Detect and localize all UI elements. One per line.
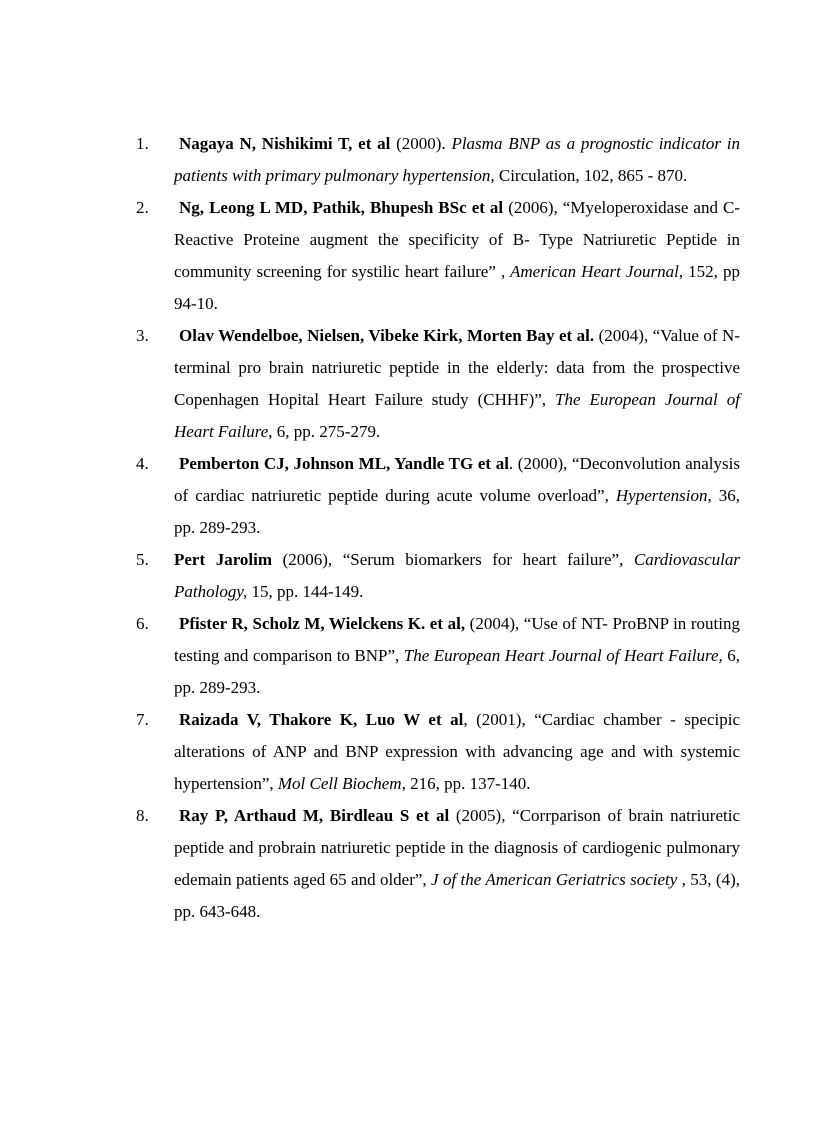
- reference-text: (2004), “Value of N- terminal pro brain natriuretic peptide in the elderly: data from the prospective Copenhagen Hopital Heart Failure study (CHHF)”,: [174, 326, 740, 409]
- reference-authors: Pfister R, Scholz M, Wielckens K. et al,: [179, 614, 466, 633]
- reference-authors: Raizada V, Thakore K, Luo W et al: [179, 710, 464, 729]
- reference-list: [0, 128, 816, 928]
- reference-source: 6, pp. 289-293.: [174, 646, 740, 697]
- reference-text: (2006), “Serum biomarkers for heart failure”,: [272, 550, 634, 569]
- reference-title: , American Heart Journal: [500, 262, 679, 281]
- reference-source: , 53, (4), pp. 643-648.: [174, 870, 740, 921]
- reference-number: 8.: [136, 806, 149, 825]
- reference-title: Mol Cell Biochem: [277, 774, 402, 793]
- reference-source: , 152, pp 94-10.: [174, 262, 740, 313]
- reference-number: 3.: [136, 326, 149, 345]
- reference-title: The European Heart Journal of Heart Failure,: [403, 646, 723, 665]
- reference-authors: Nagaya N, Nishikimi T, et al: [179, 134, 391, 153]
- reference-title: The European Journal of Heart Failure: [174, 390, 740, 441]
- reference-text: (2005), “Corrparison of brain natriuretic peptide and probrain natriuretic peptide in the diagnosis of cardiogenic pulmonary edemain patients aged 65 and older”,: [174, 806, 740, 889]
- reference-text: (2000).: [390, 134, 452, 153]
- reference-item: [0, 800, 740, 928]
- reference-authors: Pert Jarolim: [174, 550, 273, 569]
- reference-title: Hypertension: [615, 486, 708, 505]
- reference-authors: Olav Wendelboe, Nielsen, Vibeke Kirk, Morten Bay et al.: [179, 326, 595, 345]
- reference-source: , 36, pp. 289-293.: [174, 486, 740, 537]
- reference-source: , 6, pp. 275-279.: [268, 422, 381, 441]
- reference-number: 7.: [136, 710, 149, 729]
- reference-authors: Ng, Leong L MD, Pathik, Bhupesh BSc et al: [179, 198, 504, 217]
- reference-text: , (2001), “Cardiac chamber - specipic alterations of ANP and BNP expression with advancing age and with systemic hypertension”,: [174, 710, 741, 793]
- reference-authors: Pemberton CJ, Johnson ML, Yandle TG et al: [179, 454, 509, 473]
- reference-number: 5.: [136, 550, 149, 569]
- reference-title: Plasma BNP as a prognostic indicator in patients with primary pulmonary hypertension,: [174, 134, 740, 185]
- reference-item: [0, 320, 740, 448]
- reference-authors: Ray P, Arthaud M, Birdleau S et al: [179, 806, 450, 825]
- reference-number: 2.: [136, 198, 149, 217]
- reference-item: [0, 128, 740, 192]
- reference-text: (2006), “Myeloperoxidase and C- Reactive Proteine augment the specificity of B- Type Natriuretic Peptide in community screening for systilic heart failure”: [174, 198, 740, 281]
- reference-item: [0, 608, 740, 704]
- reference-title: Cardiovascular Pathology,: [174, 550, 740, 601]
- reference-text: . (2000), “Deconvolution analysis of cardiac natriuretic peptide during acute volume overload”,: [174, 454, 740, 505]
- reference-item: [0, 704, 740, 800]
- reference-item: [0, 448, 740, 544]
- reference-number: 4.: [136, 454, 149, 473]
- reference-item: [0, 544, 740, 608]
- reference-source: , 216, pp. 137-140.: [401, 774, 531, 793]
- reference-text: (2004), “Use of NT- ProBNP in routing testing and comparison to BNP”,: [174, 614, 740, 665]
- reference-number: 6.: [136, 614, 149, 633]
- reference-item: [0, 192, 740, 320]
- reference-number: 1.: [136, 134, 149, 153]
- reference-source: 15, pp. 144-149.: [247, 582, 364, 601]
- reference-title: J of the American Geriatrics society: [431, 870, 678, 889]
- reference-source: Circulation, 102, 865 - 870.: [494, 166, 688, 185]
